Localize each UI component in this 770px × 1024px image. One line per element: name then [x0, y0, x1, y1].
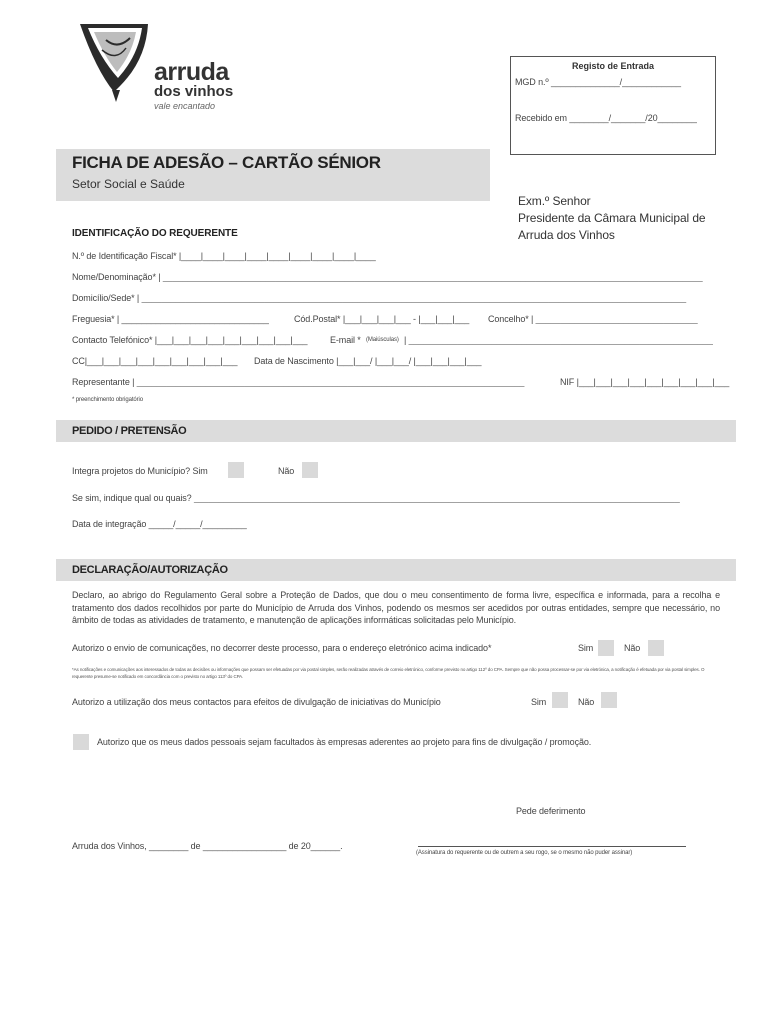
logo-tagline: vale encantado: [154, 101, 216, 111]
pede-deferimento: Pede deferimento: [516, 806, 586, 816]
registo-title: Registo de Entrada: [571, 61, 654, 71]
integra-nao-checkbox[interactable]: [302, 462, 318, 478]
data-integracao-field[interactable]: Data de integração _____/_____/_________: [72, 519, 247, 529]
cc-field[interactable]: CC|___|___|___|___|___|___|___|___|___: [72, 356, 238, 366]
recipient-line1: Exm.º Senhor: [518, 194, 591, 208]
recebido-field[interactable]: Recebido em ________/_______/20________: [515, 113, 697, 123]
logo: [76, 20, 246, 110]
nascimento-field[interactable]: Data de Nascimento |___|___/ |___|___/ |___|___|___|___: [254, 356, 482, 366]
signature-caption: (Assinatura do requerente ou de outrem a seu rogo, se o mesmo não puder assinar): [416, 850, 633, 856]
mgd-field[interactable]: MGD n.º ______________/____________: [515, 77, 681, 87]
logo-emblem-icon: [76, 20, 160, 104]
mandatory-note: * preenchimento obrigatório: [72, 397, 144, 403]
section-heading-declaracao: DECLARAÇÃO/AUTORIZAÇÃO: [72, 564, 228, 576]
title-block: [56, 149, 490, 201]
nif-fiscal-field[interactable]: N.º de Identificação Fiscal* |____|____|____|____|____|____|____|____|____: [72, 251, 376, 261]
fine-print: *As notificações e comunicações aos interessados de todas as decisões ou informações que possam ser efetuadas por via postal simples, serão realizadas através de correio eletrónico, conforme previsto no artigo 112º do CPA. Sempre que não possa processar-se por via eletrónica, a notificação é efetuada por via postal simples. O requerente presume-se notificado em concordância com o previsto no artigo 113º do CPA.: [72, 667, 705, 679]
email-label: E-mail *: [330, 335, 361, 345]
envio-sim-checkbox[interactable]: [598, 640, 614, 656]
envio-nao-label: Não: [624, 643, 641, 653]
se-sim-field[interactable]: Se sim, indique qual ou quais? ___________________________________________________________________________________________________: [72, 493, 680, 503]
integra-sim-checkbox[interactable]: [228, 462, 244, 478]
section-heading-identificacao: IDENTIFICAÇÃO DO REQUERENTE: [72, 228, 238, 239]
integra-label: Integra projetos do Município? Sim: [72, 466, 208, 476]
signature-line[interactable]: [418, 846, 686, 847]
local-data-field[interactable]: Arruda dos Vinhos, ________ de _________________ de 20______.: [72, 841, 343, 851]
domicilio-field[interactable]: Domicílio/Sede* | _______________________________________________________________________________________________________________: [72, 293, 687, 303]
recipient-line3: Arruda dos Vinhos: [518, 228, 615, 242]
integra-nao-label: Não: [278, 466, 295, 476]
contactos-nao-label: Não: [578, 697, 595, 707]
contactos-sim-label: Sim: [531, 697, 547, 707]
envio-sim-label: Sim: [578, 643, 594, 653]
freguesia-field[interactable]: Freguesia* | ______________________________: [72, 314, 269, 324]
nif-field[interactable]: NIF |___|___|___|___|___|___|___|___|___: [560, 377, 730, 387]
concelho-field[interactable]: Concelho* | _________________________________: [488, 314, 698, 324]
email-note: (Maiúsculas): [366, 337, 399, 343]
autorizo-dados-checkbox[interactable]: [73, 734, 89, 750]
autorizo-envio-label: Autorizo o envio de comunicações, no decorrer deste processo, para o endereço eletrónico acima indicado*: [72, 643, 492, 653]
declaracao-text: Declaro, ao abrigo do Regulamento Geral sobre a Proteção de Dados, que dou o meu consentimento de forma livre, específica e informada, para a recolha e tratamento dos dados recolhidos por parte do Município de Arruda dos Vinhos, podendo os mesmos ser acedidos por outras entidades, sempre que necessário, no âmbito de todas as atividades de tratamento, e manutenção de aplicações informáticas solicitadas pelo Município.: [72, 590, 720, 625]
logo-name-1: arruda: [154, 58, 229, 86]
cod-postal-field[interactable]: Cód.Postal* |___|___|___|___ - |___|___|___: [294, 314, 470, 324]
section-heading-pedido: PEDIDO / PRETENSÃO: [72, 425, 187, 437]
nome-field[interactable]: Nome/Denominação* | ______________________________________________________________________________________________________________: [72, 272, 703, 282]
autorizo-contactos-label: Autorizo a utilização dos meus contactos para efeitos de divulgação de iniciativas do Município: [72, 697, 441, 707]
autorizo-dados-label: Autorizo que os meus dados pessoais sejam facultados às empresas aderentes ao projeto para fins de divulgação / promoção.: [97, 737, 592, 747]
contacto-field[interactable]: Contacto Telefónico* |___|___|___|___|___|___|___|___|___: [72, 335, 308, 345]
representante-field[interactable]: Representante | _______________________________________________________________________________: [72, 377, 525, 387]
registo-entrada-box: [510, 56, 716, 155]
recipient-line2: Presidente da Câmara Municipal de: [518, 211, 706, 225]
page-subtitle: Setor Social e Saúde: [72, 177, 185, 191]
section-bar-pedido: [56, 420, 736, 442]
contactos-nao-checkbox[interactable]: [601, 692, 617, 708]
section-bar-declaracao: [56, 559, 736, 581]
envio-nao-checkbox[interactable]: [648, 640, 664, 656]
page-title: FICHA DE ADESÃO – CARTÃO SÉNIOR: [72, 153, 381, 172]
email-field[interactable]: | ______________________________________________________________: [404, 335, 713, 345]
logo-name-2: dos vinhos: [154, 83, 234, 100]
contactos-sim-checkbox[interactable]: [552, 692, 568, 708]
